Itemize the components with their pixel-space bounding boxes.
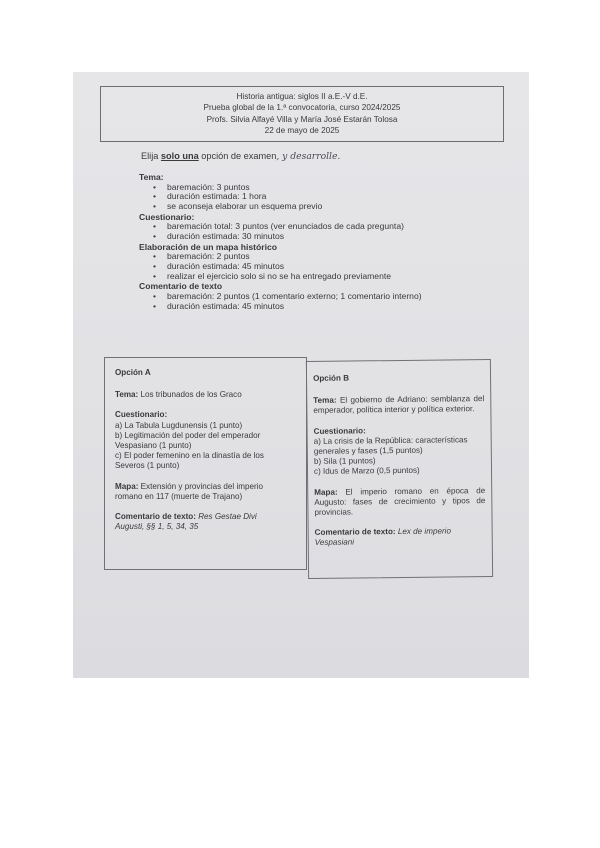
question-line: b) Sila (1 puntos) <box>313 456 376 467</box>
section-title: Elaboración de un mapa histórico <box>139 241 278 252</box>
list-item: • baremación: 2 puntos (1 comentario externo; 1 comentario interno) <box>153 292 459 302</box>
question-line: Severos (1 punto) <box>115 461 180 471</box>
option-b-tema: Tema: El gobierno de Adriano: semblanza del emperador, política interior y política exterior. <box>313 394 485 416</box>
header-date: 22 de mayo de 2025 <box>264 125 340 135</box>
option-a-box <box>104 357 307 570</box>
question-line: c) Idus de Marzo (0,5 puntos) <box>313 466 420 477</box>
option-b-cuestionario: Cuestionario: a) La crisis de la República: características generales y fases (1,5 puntos) b) Sila (1 puntos) c) Idus de Marzo (0,5 puntos) <box>314 425 486 478</box>
option-a-mapa: Mapa: Extensión y provincias del imperio romano en 117 (muerte de Trajano) <box>115 481 264 501</box>
option-a-comentario: Comentario de texto: Res Gestae Divi Augusti, §§ 1, 5, 34, 35 <box>115 512 257 532</box>
list-item: • duración estimada: 30 minutos <box>153 232 459 242</box>
question-line: generales y fases (1,5 puntos) <box>313 445 423 456</box>
section-mapa <box>139 242 459 282</box>
instruction: Elija solo una opción de examen, y desarrolle. <box>141 151 341 162</box>
option-b-box <box>306 359 493 579</box>
question-line: Vespasiano (1 punto) <box>115 441 192 451</box>
handwritten-note: , y desarrolle. <box>276 151 341 162</box>
instruction-emphasis: solo una <box>160 151 199 161</box>
section-title: Comentario de texto <box>139 281 223 292</box>
list-item: • realizar el ejercicio solo si no se ha entregado previamente <box>153 272 459 282</box>
section-comentario <box>139 281 459 311</box>
section-tema <box>139 172 459 212</box>
exam-sections <box>139 172 459 311</box>
list-item: • duración estimada: 1 hora <box>153 192 459 202</box>
list-item: • se aconseja elaborar un esquema previo <box>153 202 459 212</box>
option-b-mapa: Mapa: El imperio romano en época de Augusto: fases de crecimiento y tipos de provincias. <box>314 485 486 517</box>
option-a-tema: Tema: Los tribunados de los Graco <box>115 390 242 400</box>
header-exam: Prueba global de la 1.ª convocatoria, curso 2024/2025 <box>203 103 401 113</box>
header-course: Historia antigua: siglos II a.E.-V d.E. <box>236 92 368 101</box>
header-teachers: Profs. Silvia Alfayé Villa y María José Estarán Tolosa <box>206 114 398 124</box>
option-b-comentario: Comentario de texto: Lex de imperio Vespasiani <box>314 526 451 548</box>
question-line: b) Legitimación del poder del emperador <box>115 430 261 440</box>
option-b-title: Opción B <box>312 373 350 383</box>
list-item: • baremación: 3 puntos <box>153 183 459 193</box>
section-title: Tema: <box>139 172 164 182</box>
exam-header <box>100 86 504 142</box>
list-item: • baremación: 2 puntos <box>153 252 459 262</box>
exam-sheet <box>73 72 529 678</box>
question-line: a) La crisis de la República: características <box>313 435 468 446</box>
question-line: a) La Tabula Lugdunensis (1 punto) <box>115 420 243 430</box>
option-a-title: Opción A <box>115 368 151 377</box>
list-item: • duración estimada: 45 minutos <box>153 302 459 312</box>
option-a-cuestionario: Cuestionario: a) La Tabula Lugdunensis (1 punto) b) Legitimación del poder del emperador Vespasiano (1 punto) c) El poder femenino en la dinastía de los Severos (1 punto) <box>115 410 298 471</box>
section-title: Cuestionario: <box>139 211 195 222</box>
list-item: • duración estimada: 45 minutos <box>153 262 459 272</box>
question-line: c) El poder femenino en la dinastía de los <box>115 451 264 461</box>
section-cuestionario <box>139 212 459 242</box>
list-item: • baremación total: 3 puntos (ver enunciados de cada pregunta) <box>153 222 459 232</box>
